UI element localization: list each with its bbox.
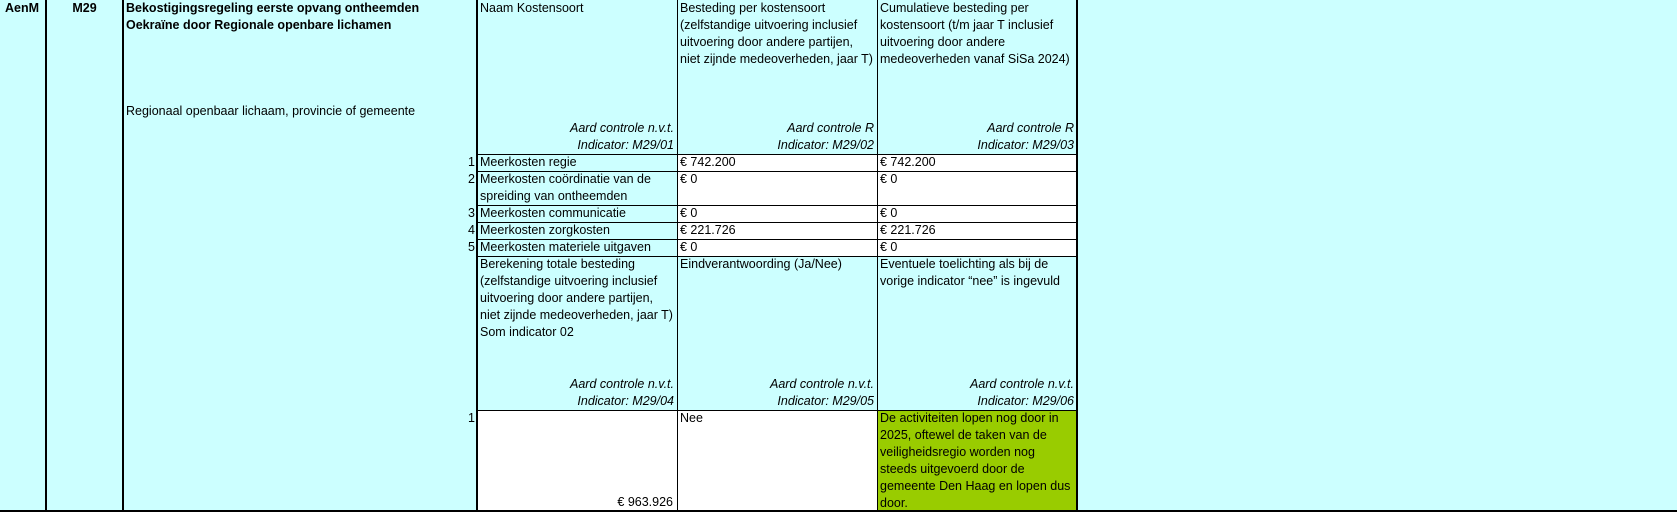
- som-indicator-label: Som indicator 02: [480, 325, 574, 339]
- control-m29-06[interactable]: [877, 376, 1077, 410]
- control-m29-05[interactable]: [677, 376, 877, 410]
- cumulatief-value[interactable]: € 0: [877, 205, 1077, 222]
- besteding-value[interactable]: € 0: [677, 239, 877, 256]
- cost-name[interactable]: Meerkosten regie: [477, 154, 677, 171]
- cumulatief-value[interactable]: € 0: [877, 171, 1077, 205]
- toelichting-value[interactable]: De activiteiten lopen nog door in 2025, oftewel de taken van de veiligheidsregio worden nog steeds uitgevoerd door de gemeente Den Haag en lopen dus door.: [877, 410, 1077, 512]
- grid-line: [477, 222, 1077, 223]
- row-number: 1: [459, 410, 477, 512]
- header-totale-besteding-text: Berekening totale besteding (zelfstandige uitvoering inclusief uitvoering door andere partijen, niet zijnde medeoverheden, jaar T): [480, 257, 673, 322]
- grid-line: [477, 256, 1077, 257]
- indicator-code: Indicator: M29/04: [577, 394, 674, 408]
- aard-controle: Aard controle n.v.t.: [570, 121, 674, 135]
- grid-line: [477, 205, 1077, 206]
- header-besteding-text: Besteding per kostensoort (zelfstandige uitvoering inclusief uitvoering door andere partijen, niet zijnde medeoverheden, jaar T): [680, 1, 873, 66]
- indicator-code: Indicator: M29/03: [977, 138, 1074, 152]
- grid-line: [477, 239, 1077, 240]
- control-m29-02[interactable]: [677, 120, 877, 154]
- code-cell[interactable]: [0, 0, 46, 512]
- control-m29-03[interactable]: [877, 120, 1077, 154]
- indicator-code: Indicator: M29/02: [777, 138, 874, 152]
- code-text: AenM: [5, 1, 40, 15]
- control-m29-04[interactable]: [477, 376, 677, 410]
- header-eindverantwoording[interactable]: [677, 256, 877, 376]
- grid-line: [477, 154, 1077, 155]
- cost-name[interactable]: Meerkosten coördinatie van de spreiding van ontheemden: [477, 171, 677, 205]
- total-besteding-value[interactable]: [477, 410, 677, 512]
- aard-controle: Aard controle R: [787, 121, 874, 135]
- control-m29-01[interactable]: [477, 120, 677, 154]
- aard-controle: Aard controle R: [987, 121, 1074, 135]
- besteding-value[interactable]: € 0: [677, 171, 877, 205]
- header-cumulatief-text: Cumulatieve besteding per kostensoort (t/m jaar T inclusief uitvoering door andere medeoverheden vanaf SiSa 2024): [880, 1, 1070, 66]
- header-toelichting[interactable]: [877, 256, 1077, 376]
- grid-line: [45, 0, 47, 512]
- indicator-code: Indicator: M29/05: [777, 394, 874, 408]
- besteding-value[interactable]: € 221.726: [677, 222, 877, 239]
- empty-area: [1077, 0, 1677, 512]
- row-number: 4: [459, 222, 477, 239]
- row-number: 2: [459, 171, 477, 205]
- cost-name[interactable]: Meerkosten communicatie: [477, 205, 677, 222]
- respondent-label: Regionaal openbaar lichaam, provincie of gemeente: [126, 104, 416, 118]
- header-naam-kostensoort[interactable]: [477, 0, 677, 120]
- header-toelichting-text: Eventuele toelichting als bij de vorige indicator “nee” is ingevuld: [880, 257, 1060, 288]
- indicator-code: Indicator: M29/01: [577, 138, 674, 152]
- grid-line: [122, 0, 124, 512]
- cumulatief-value[interactable]: € 221.726: [877, 222, 1077, 239]
- aard-controle: Aard controle n.v.t.: [770, 377, 874, 391]
- cumulatief-value[interactable]: € 742.200: [877, 154, 1077, 171]
- header-besteding[interactable]: [677, 0, 877, 120]
- cost-name[interactable]: Meerkosten materiele uitgaven: [477, 239, 677, 256]
- besteding-value[interactable]: € 742.200: [677, 154, 877, 171]
- title-cell[interactable]: [123, 0, 459, 512]
- cumulatief-value[interactable]: € 0: [877, 239, 1077, 256]
- number-text: M29: [72, 1, 97, 15]
- eindverantwoording-value[interactable]: Nee: [677, 410, 877, 512]
- aard-controle: Aard controle n.v.t.: [570, 377, 674, 391]
- header-naam-kostensoort-text: Naam Kostensoort: [480, 1, 584, 15]
- aard-controle: Aard controle n.v.t.: [970, 377, 1074, 391]
- besteding-value[interactable]: € 0: [677, 205, 877, 222]
- header-cumulatief[interactable]: [877, 0, 1077, 120]
- total-besteding-text: € 963.926: [617, 495, 673, 509]
- row-number: 5: [459, 239, 477, 256]
- header-eindverantwoording-text: Eindverantwoording (Ja/Nee): [680, 257, 842, 271]
- regulation-title: Bekostigingsregeling eerste opvang ontheemden Oekraïne door Regionale openbare lichamen: [126, 1, 420, 32]
- grid-line: [477, 410, 1077, 411]
- grid-line: [477, 171, 1077, 172]
- cost-name[interactable]: Meerkosten zorgkosten: [477, 222, 677, 239]
- row-number: 3: [459, 205, 477, 222]
- indicator-code: Indicator: M29/06: [977, 394, 1074, 408]
- number-cell[interactable]: [46, 0, 123, 512]
- row-number: 1: [459, 154, 477, 171]
- header-totale-besteding[interactable]: [477, 256, 677, 376]
